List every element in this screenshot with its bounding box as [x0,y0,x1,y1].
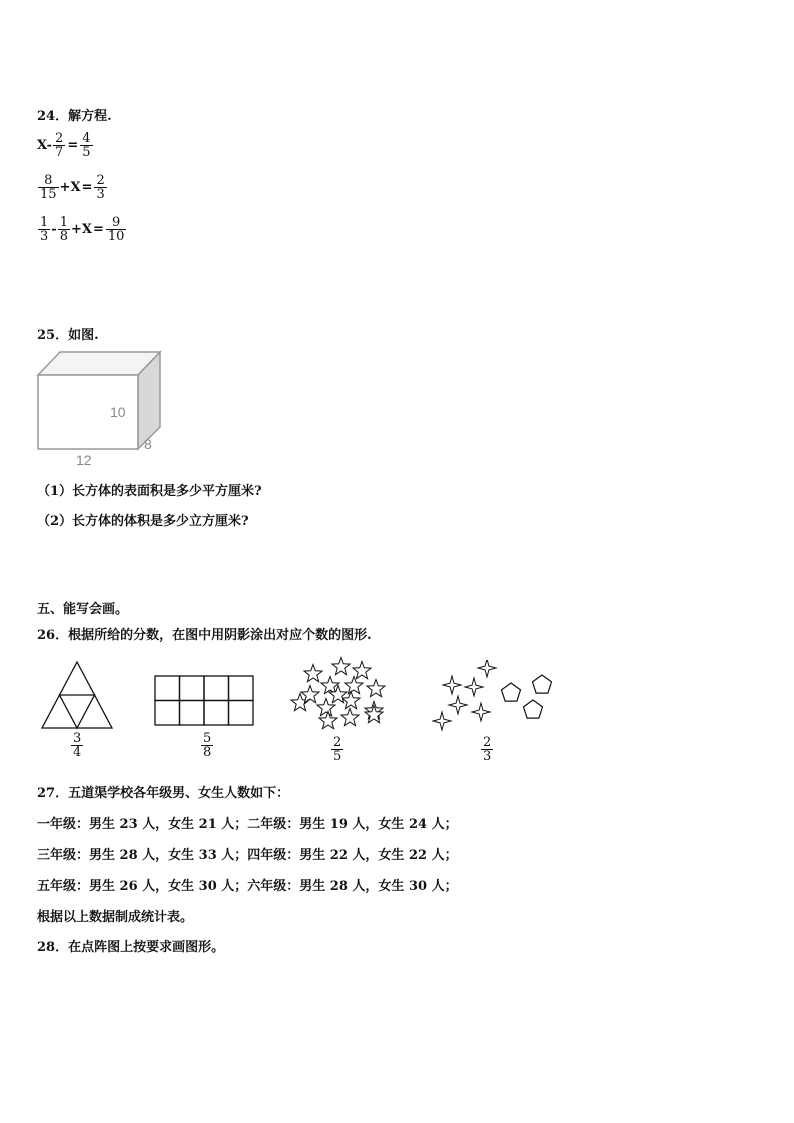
rectangle-grid [154,675,254,726]
fraction-label-3: $\frac{2}{5}$ [333,735,342,764]
q24-title: 24．解方程. [37,109,112,124]
star-shape [367,680,385,697]
eq2-op: +X [59,180,81,195]
eq1-lead: X- [37,138,53,153]
eq1-fraction-2: $\frac{4}{5}$ [82,131,91,160]
sparkle-shape [472,703,490,721]
eq3-equals: = [92,222,104,237]
q27-line-1: 一年级：男生 23 人，女生 21 人；二年级：男生 19 人，女生 24 人； [37,817,458,832]
eq3-fraction-1: $\frac{1}{3}$ [40,215,49,244]
star-shape [304,665,322,682]
q26-title: 26．根据所给的分数，在图中用阴影涂出对应个数的图形. [37,628,372,643]
pentagon-shape [524,700,543,718]
sparkle-shape [465,678,483,696]
grid-cell [229,701,254,726]
q27-footer: 根据以上数据制成统计表。 [37,910,194,925]
sparkle-shape [433,712,451,730]
eq3-fraction-2: $\frac{1}{8}$ [59,215,68,244]
grid-cell [180,676,205,701]
grid-cell [155,701,180,726]
grid-cell [204,701,229,726]
equation-1 [37,132,94,159]
q28-title: 28．在点阵图上按要求画图形。 [37,940,225,955]
stars-group [288,655,390,733]
eq2-fraction-2: $\frac{2}{3}$ [96,173,105,202]
q25-sub1: （1）长方体的表面积是多少平方厘米? [37,484,262,499]
eq1-fraction-1: $\frac{2}{7}$ [55,131,64,160]
eq2-fraction-1: $\frac{8}{15}$ [40,173,57,202]
fraction-label-1: $\frac{3}{4}$ [73,731,82,760]
q27-line-3: 五年级：男生 26 人，女生 30 人；六年级：男生 28 人，女生 30 人； [37,879,458,894]
grid-cell [229,676,254,701]
fraction-label-4: $\frac{2}{3}$ [483,735,492,764]
eq3-fraction-3: $\frac{9}{10}$ [107,215,125,244]
length-label: 12 [76,452,92,468]
pentagon-shape [502,683,521,701]
eq3-op2: +X [70,222,92,237]
eq2-equals: = [81,180,93,195]
q25-title: 25．如图. [37,328,99,343]
star-shape [317,699,335,716]
cuboid-figure [30,345,170,470]
sparkles-and-pentagons [432,660,557,732]
q27-title: 27．五道渠学校各年级男、女生人数如下： [37,786,290,801]
height-label: 10 [110,404,126,420]
grid-cell [204,676,229,701]
eq3-op1: - [51,222,57,237]
q27-line-2: 三年级：男生 28 人，女生 33 人；四年级：男生 22 人，女生 22 人； [37,848,458,863]
pentagon-shape [533,675,552,693]
star-shape [345,677,363,694]
width-label: 8 [144,436,152,452]
star-shape [353,662,371,679]
q25-sub2: （2）长方体的体积是多少立方厘米? [37,514,249,529]
fraction-label-2: $\frac{5}{8}$ [203,731,212,760]
equation-3 [37,216,127,243]
sparkle-shape [443,676,461,694]
star-shape [332,658,350,675]
star-shape [341,709,359,726]
eq1-equals: = [67,138,79,153]
sparkle-shape [449,696,467,714]
equation-2 [37,174,108,201]
grid-cell [180,701,205,726]
triangle-figure [40,660,114,730]
section-5-heading: 五、能写会画。 [37,602,129,617]
sparkle-shape [478,660,496,677]
inner-triangle [60,695,95,728]
grid-cell [155,676,180,701]
